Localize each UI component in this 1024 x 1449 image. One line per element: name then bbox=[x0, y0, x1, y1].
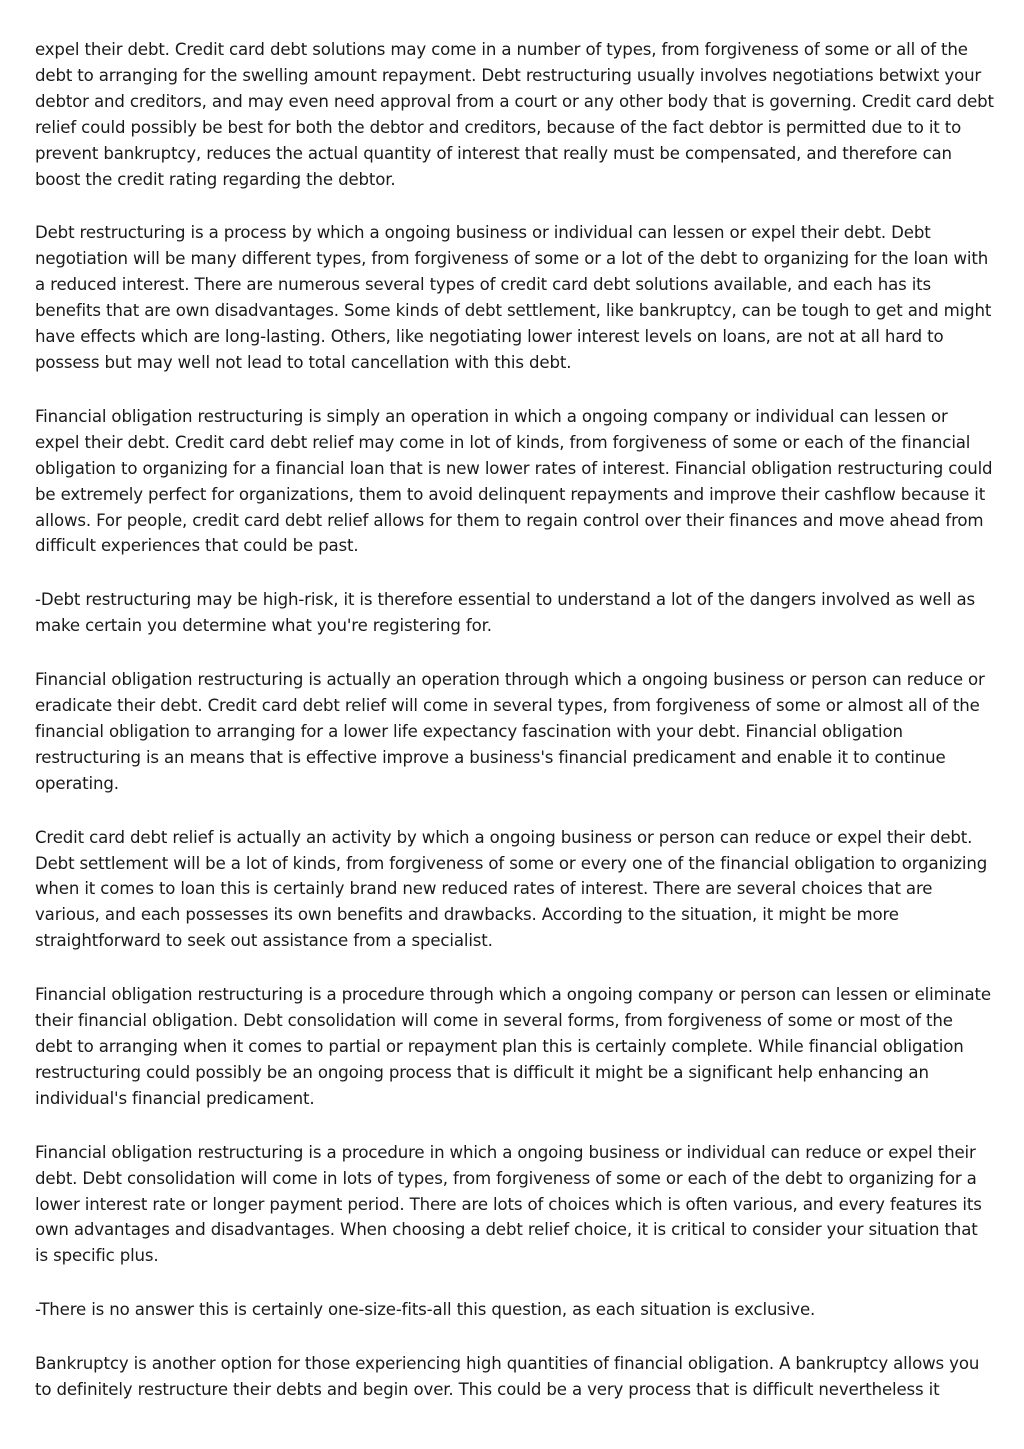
paragraph-7: Financial obligation restructuring is a procedure through which a ongoing company or person can lessen or eliminate their financial obligation. Debt consolidation will come in several forms, from forgiveness of some or most of the debt to arranging when it comes to partial or repayment plan this is certainly complete. While financial obligation restructuring could possibly be an ongoing process that is difficult it might be a significant help enhancing an individual's financial predicament. bbox=[35, 985, 991, 1108]
paragraph-3: Financial obligation restructuring is simply an operation in which a ongoing company or individual can lessen or expel their debt. Credit card debt relief may come in lot of kinds, from forgiveness of some or each of the financial obligation to organizing for a financial loan that is new lower rates of interest. Financial obligation restructuring could be extremely perfect for organizations, them to avoid delinquent repayments and improve their cashflow because it allows. For people, credit card debt relief allows for them to regain control over their finances and move ahead from difficult experiences that could be past. bbox=[35, 406, 993, 556]
paragraph-10: Bankruptcy is another option for those experiencing high quantities of financial obligation. A bankruptcy allows you to definitely restructure their debts and begin over. This could be a very process that is difficult nevertheless it bbox=[35, 1354, 980, 1400]
paragraph-6: Credit card debt relief is actually an activity by which a ongoing business or person can reduce or expel their debt. Debt settlement will be a lot of kinds, from forgiveness of some or every one of the financial obligation to organizing when it comes to loan this is certainly brand new reduced rates of interest. There are several choices that are various, and each possesses its own benefits and drawbacks. According to the situation, it might be more straightforward to seek out assistance from a specialist. bbox=[35, 827, 988, 951]
paragraph-8: Financial obligation restructuring is a procedure in which a ongoing business or individual can reduce or expel their debt. Debt consolidation will come in lots of types, from forgiveness of some or each of the debt to organizing for a lower interest rate or longer payment period. There are lots of choices which is often various, and every features its own advantages and disadvantages. When choosing a debt relief choice, it is critical to consider your situation that is specific plus. bbox=[35, 1142, 982, 1266]
paragraph-5: Financial obligation restructuring is actually an operation through which a ongoing business or person can reduce or eradicate their debt. Credit card debt relief will come in several types, from forgiveness of some or almost all of the financial obligation to arranging for a lower life expectancy fascination with your debt. Financial obligation restructuring is an means that is effective improve a business's financial predicament and enable it to continue operating. bbox=[35, 670, 985, 793]
paragraph-9: -There is no answer this is certainly one-size-fits-all this question, as each situation is exclusive. bbox=[35, 1300, 816, 1320]
paragraph-1: expel their debt. Credit card debt solutions may come in a number of types, from forgiveness of some or all of the debt to arranging for the swelling amount repayment. Debt restructuring usually involves negotiations betwixt your debtor and creditors, and may even need approval from a court or any other body that is governing. Credit card debt relief could possibly be best for both the debtor and creditors, because of the fact debtor is permitted due to it to prevent bankruptcy, reduces the actual quantity of interest that really must be compensated, and therefore can boost the credit rating regarding the debtor. bbox=[35, 40, 994, 189]
paragraph-2: Debt restructuring is a process by which a ongoing business or individual can lessen or expel their debt. Debt negotiation will be many different types, from forgiveness of some or a lot of the debt to organizing for the loan with a reduced interest. There are numerous several types of credit card debt solutions available, and each has its benefits that are own disadvantages. Some kinds of debt settlement, like bankruptcy, can be tough to get and might have effects which are long-lasting. Others, like negotiating lower interest levels on loans, are not at all hard to possess but may well not lead to total cancellation with this debt. bbox=[35, 223, 992, 372]
paragraph-4: -Debt restructuring may be high-risk, it is therefore essential to understand a lot of the dangers involved as well as make certain you determine what you're registering for. bbox=[35, 590, 976, 636]
